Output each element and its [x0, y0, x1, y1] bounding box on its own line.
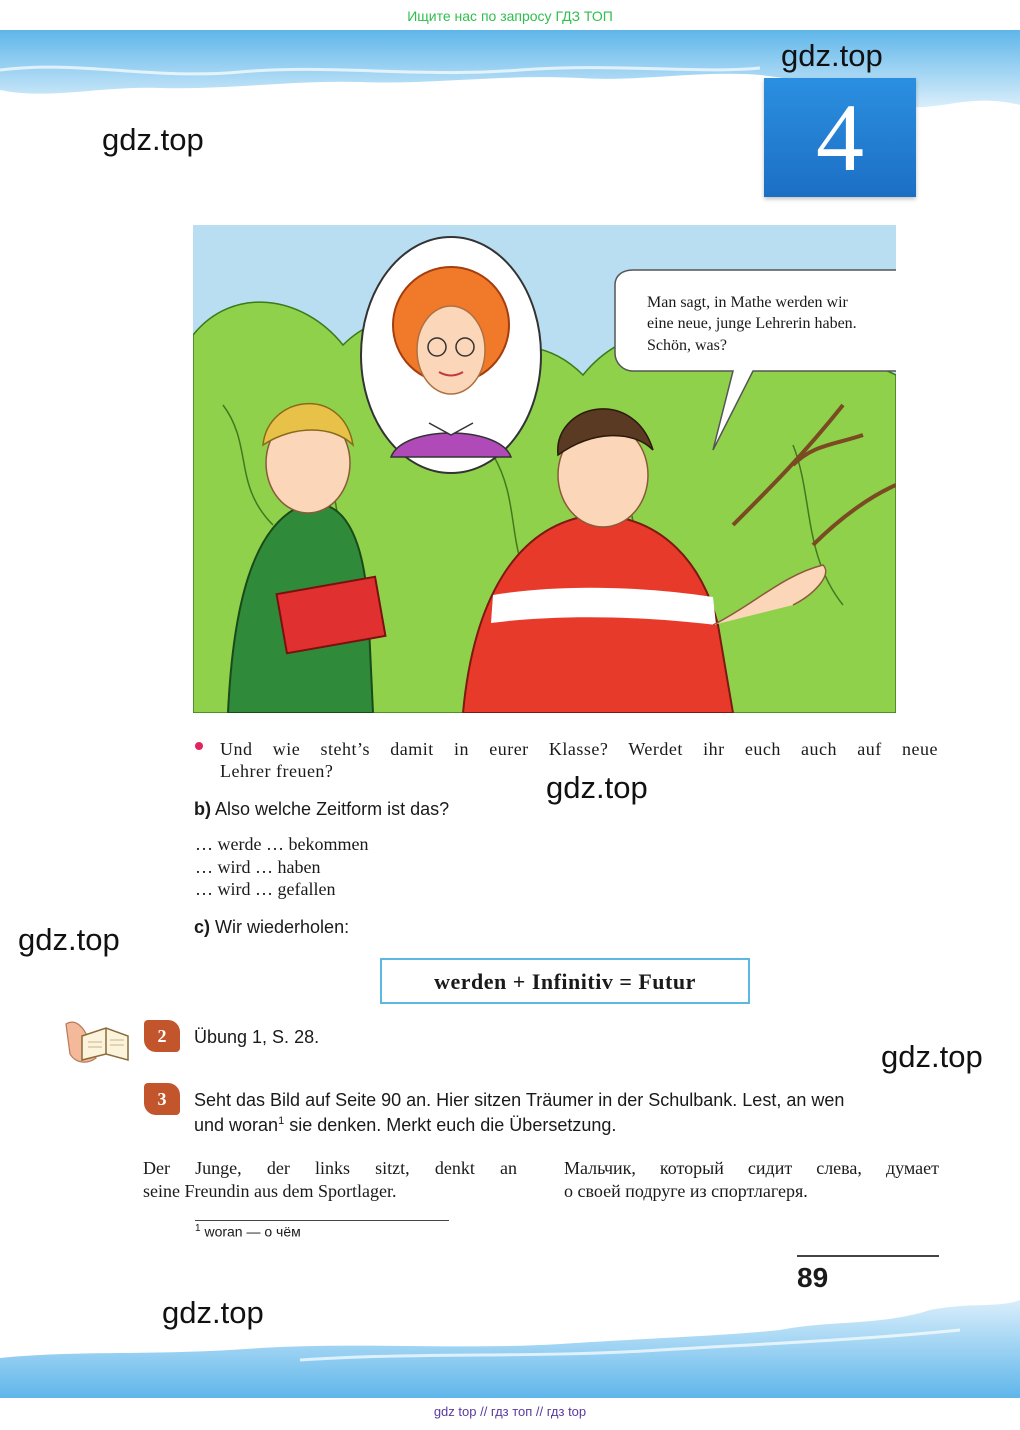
- task-b: [194, 799, 449, 820]
- chapter-number-box: [764, 78, 916, 197]
- page-number: 89: [797, 1262, 829, 1293]
- task-c: [194, 917, 349, 938]
- german-sentence-line: Der Junge, der links sitzt, denkt an: [143, 1158, 517, 1178]
- exercise-number-badge: 2: [144, 1020, 180, 1052]
- footnote-text: woran — о чём: [204, 1223, 301, 1240]
- example-list: [195, 833, 368, 901]
- footnote-marker: 1: [278, 1115, 285, 1127]
- exercise-number-badge: 3: [144, 1083, 180, 1115]
- exercise-3-text-part: sie denken. Merkt euch die Übersetzung.: [284, 1115, 617, 1135]
- exercise-3-line: [194, 1111, 939, 1136]
- task-b-text: Also welche Zeitform ist das?: [215, 799, 450, 819]
- example-line: … werde … bekommen: [195, 834, 369, 854]
- russian-sentence-line: Мальчик, который сидит слева, думает: [564, 1158, 939, 1178]
- exercise-3-text-part: und woran: [194, 1115, 279, 1135]
- footnote-divider: [195, 1220, 449, 1221]
- german-sentence: [143, 1157, 517, 1203]
- russian-sentence: [564, 1157, 939, 1203]
- task-c-marker: c): [194, 917, 211, 937]
- watermark: gdz.top: [102, 122, 204, 157]
- task-b-marker: b): [194, 799, 211, 819]
- speech-bubble-line: Man sagt, in Mathe werden wir: [647, 294, 848, 311]
- bullet-question-line: Lehrer freuen?: [220, 761, 334, 781]
- russian-sentence-line: о своей подруге из спортлагеря.: [564, 1181, 808, 1201]
- grammar-formula-box: [380, 958, 750, 1004]
- bottom-sky-band: [0, 1300, 1020, 1398]
- illustration-two-boys: [193, 225, 896, 713]
- example-line: … wird … gefallen: [195, 879, 336, 899]
- speech-bubble-line: Schön, was?: [647, 337, 727, 354]
- footnote-marker: 1: [195, 1223, 201, 1234]
- top-search-note: Ищите нас по запросу ГДЗ ТОП: [407, 8, 613, 24]
- watermark: gdz.top: [162, 1295, 264, 1330]
- grammar-formula: werden + Infinitiv = Futur: [434, 969, 696, 994]
- watermark: gdz.top: [18, 922, 120, 957]
- exercise-2-text: Übung 1, S. 28.: [194, 1027, 320, 1047]
- bullet-question-line: Und wie steht’s damit in eurer Klasse? Werdet ihr euch auch auf neue: [220, 739, 938, 759]
- watermark: gdz.top: [881, 1039, 983, 1074]
- watermark: gdz.top: [781, 38, 883, 73]
- speech-bubble-line: eine neue, junge Lehrerin haben.: [647, 315, 857, 332]
- german-sentence-line: seine Freundin aus dem Sportlager.: [143, 1181, 397, 1201]
- page-number-divider: [797, 1255, 939, 1257]
- chapter-number: 4: [816, 84, 864, 191]
- footnote: [195, 1223, 301, 1240]
- bottom-note: gdz top // гдз топ // гдз top: [433, 1404, 587, 1419]
- exercise-3-line: Seht das Bild auf Seite 90 an. Hier sitzen Träumer in der Schulbank. Lest, an wen: [194, 1090, 845, 1110]
- example-line: … wird … haben: [195, 856, 321, 877]
- exercise-3-text: [194, 1090, 939, 1136]
- workbook-icon: [62, 1014, 134, 1068]
- task-c-text: Wir wiederholen:: [215, 917, 350, 937]
- watermark: gdz.top: [546, 770, 648, 805]
- bullet-icon: [195, 742, 203, 750]
